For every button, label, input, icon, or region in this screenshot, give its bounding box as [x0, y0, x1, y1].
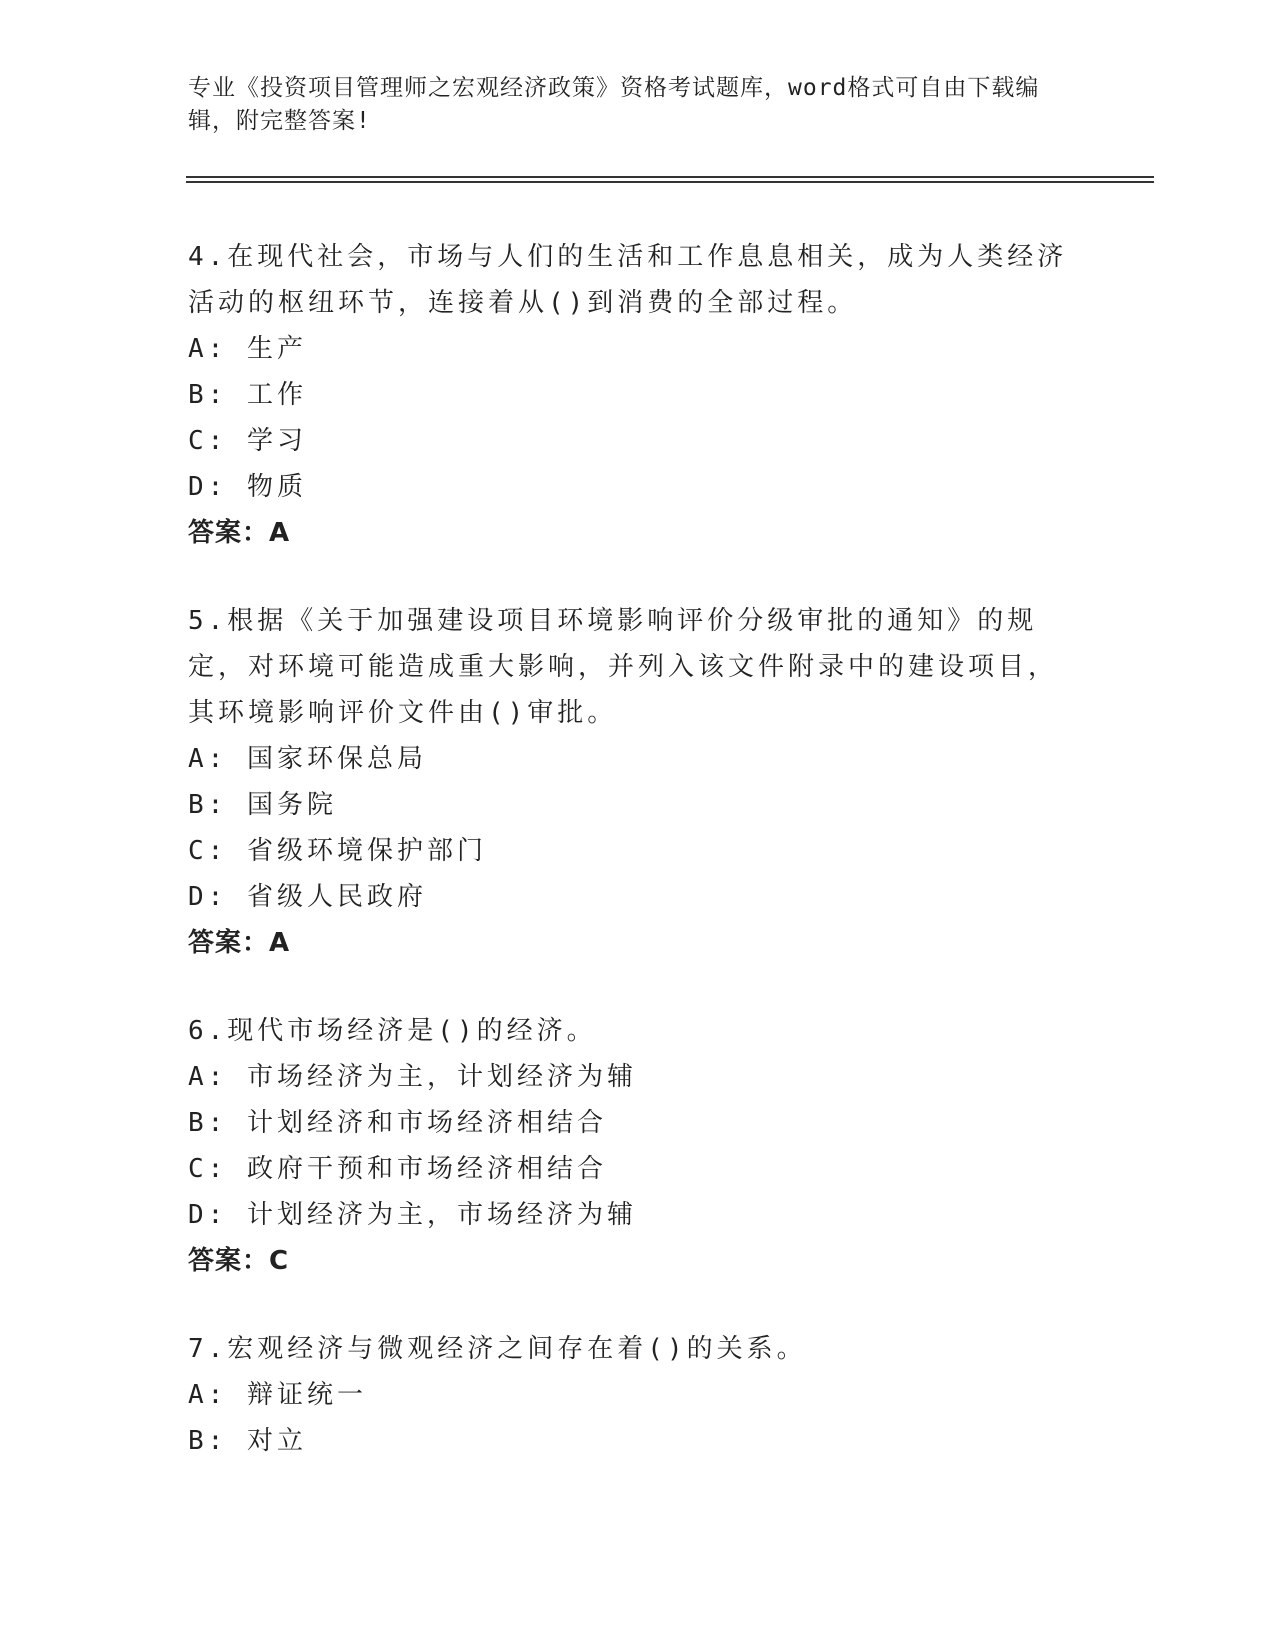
option-c: C: 政府干预和市场经济相结合 [188, 1154, 607, 1184]
question-7 [188, 1326, 1068, 1464]
question-list [188, 234, 1068, 1506]
option-b: B: 工作 [188, 380, 307, 410]
option-a: A: 国家环保总局 [188, 744, 427, 774]
header-divider-bottom [186, 181, 1154, 183]
option-b: B: 计划经济和市场经济相结合 [188, 1108, 607, 1138]
question-text: 6.现代市场经济是()的经济。 [188, 1016, 597, 1046]
question-4 [188, 234, 1068, 556]
question-text: 7.宏观经济与微观经济之间存在着()的关系。 [188, 1334, 807, 1364]
option-c: C: 学习 [188, 426, 307, 456]
option-b: B: 国务院 [188, 790, 337, 820]
answer-line: 答案：A [188, 928, 291, 958]
option-a: A: 市场经济为主，计划经济为辅 [188, 1062, 637, 1092]
header-divider-top [186, 176, 1154, 178]
question-5 [188, 598, 1068, 966]
question-6 [188, 1008, 1068, 1284]
document-header: 专业《投资项目管理师之宏观经济政策》资格考试题库，word格式可自由下载编辑，附完整答案! [188, 75, 1040, 134]
question-text: 4.在现代社会，市场与人们的生活和工作息息相关，成为人类经济活动的枢纽环节，连接着从()到消费的全部过程。 [188, 242, 1068, 318]
option-d: D: 物质 [188, 472, 307, 502]
option-d: D: 省级人民政府 [188, 882, 427, 912]
answer-line: 答案：A [188, 518, 291, 548]
option-b: B: 对立 [188, 1426, 307, 1456]
option-a: A: 生产 [188, 334, 307, 364]
question-text: 5.根据《关于加强建设项目环境影响评价分级审批的通知》的规定，对环境可能造成重大影响，并列入该文件附录中的建设项目，其环境影响评价文件由()审批。 [188, 606, 1059, 728]
answer-line: 答案：C [188, 1246, 290, 1276]
option-d: D: 计划经济为主，市场经济为辅 [188, 1200, 637, 1230]
option-c: C: 省级环境保护部门 [188, 836, 487, 866]
option-a: A: 辩证统一 [188, 1380, 367, 1410]
